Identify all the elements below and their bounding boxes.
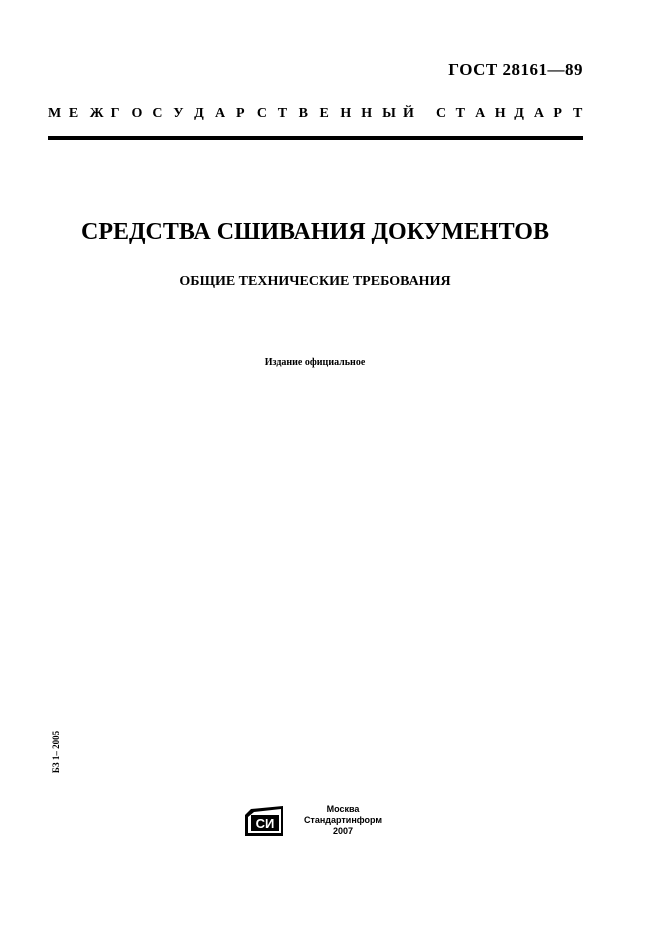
standard-type-letter: А [215,106,226,121]
publisher-city: Москва [326,804,360,814]
standard-type-letter: Н [494,106,506,121]
standard-type-letter: А [533,106,544,121]
standard-type-letter: Г [110,106,120,121]
standard-type-letter: Е [319,106,329,121]
standard-type-letter: Ы [382,106,396,121]
standard-type-letter: М [48,106,62,121]
header-rule [48,136,583,140]
standard-type-letter: С [436,106,447,121]
standard-type-letter: С [152,106,163,121]
side-code: БЗ 1– 2005 [51,730,61,774]
standard-type-letter: Т [455,106,465,121]
standard-type-letter: Д [514,106,524,121]
publisher-name: Стандартинформ [303,815,383,825]
gost-number: ГОСТ 28161—89 [448,60,583,79]
standard-type-letter: Р [553,106,562,121]
standard-type-letter: Н [361,106,373,121]
standard-type-letter: Й [403,106,414,121]
standard-type-letter: Р [235,106,245,121]
standard-type-letter: Т [573,106,583,121]
standard-type-letter: Н [340,106,352,121]
publisher-block [298,804,388,837]
standard-type-letter: С [256,106,267,121]
standard-type-letter: У [173,106,184,121]
edition-note: Издание официальное [264,357,366,368]
standard-type-letter: Т [277,106,288,121]
standartinform-logo-icon [245,806,285,836]
standard-type-letter: Ж [89,106,104,121]
standard-type-letter: О [131,106,143,121]
logo-lettering: СИ [255,816,275,831]
standard-type-letter: А [475,106,486,121]
publisher-year: 2007 [332,826,354,836]
document-title: СРЕДСТВА СШИВАНИЯ ДОКУМЕНТОВ [81,219,549,245]
standard-type-letter: Д [194,106,204,121]
standard-type-letter: В [298,106,308,121]
standard-type-letter: Е [68,106,79,121]
document-subtitle: ОБЩИЕ ТЕХНИЧЕСКИЕ ТРЕБОВАНИЯ [179,274,451,289]
